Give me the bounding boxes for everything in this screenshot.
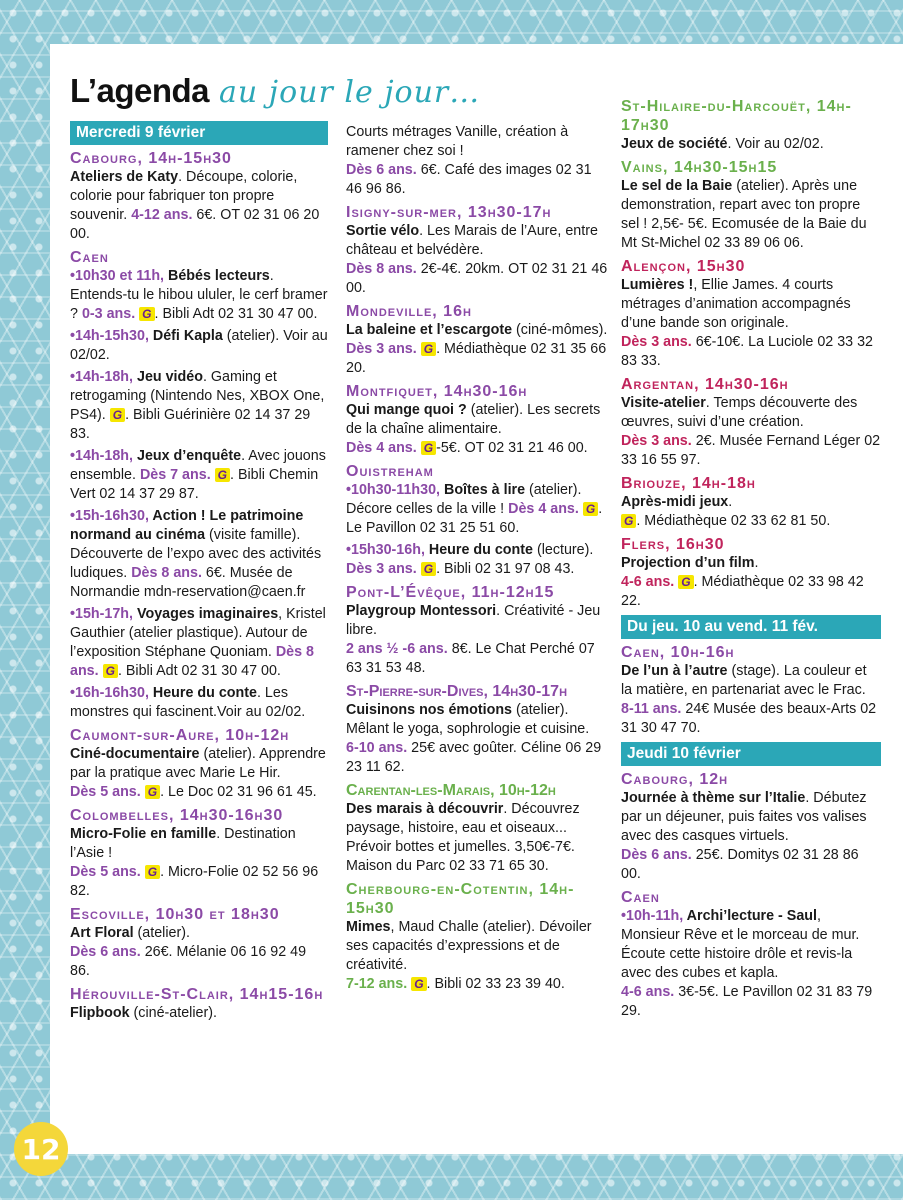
city-heading: Isigny-sur-mer, 13h30-17h xyxy=(346,204,552,221)
age-label: 0-3 ans. xyxy=(81,306,136,322)
city-heading: Flers, 16h30 xyxy=(621,536,725,553)
age-label: Dès 6 ans. xyxy=(70,944,141,960)
city-heading: Carentan-les-Marais, 10h-12h xyxy=(346,782,556,799)
event-name: Cuisinons nos émotions xyxy=(346,702,513,718)
event-time: •16h-16h30, xyxy=(70,685,149,701)
event-text: . Temps découverte des œuvres, suivi d’une création. xyxy=(621,395,858,430)
column-2 xyxy=(346,123,608,998)
event-text: (atelier). Décore celles de la ville ! xyxy=(346,482,582,517)
event-info: -5€. OT 02 31 21 46 00. xyxy=(436,440,588,456)
list-item xyxy=(621,888,881,1021)
age-label: 7-12 ans. xyxy=(346,976,408,992)
free-badge: G xyxy=(215,468,230,482)
event-text: . Les monstres qui fascinent.Voir au 02/02. xyxy=(70,685,306,720)
city-heading: Ouistreham xyxy=(346,463,434,480)
event-name: Action ! Le patrimoine normand au cinéma xyxy=(70,508,304,543)
event-info: 6€. OT 02 31 06 20 00. xyxy=(70,207,320,242)
event-info: 3€-5€. Le Pavillon 02 31 83 79 29. xyxy=(621,984,873,1019)
event-text: (visite famille). Découverte de l’expo avec des activités ludiques. xyxy=(70,527,322,581)
event-text: , Ellie James. 4 courts métrages d’animation accompagnés d’une bande son originale. xyxy=(621,277,851,331)
event-name: Bébés lecteurs xyxy=(164,268,270,284)
event-text: , Monsieur Rêve et le morceau de mur. Écoute cette histoire drôle et revis-la avec des cubes et kapla. xyxy=(621,908,860,981)
event-name: Flipbook xyxy=(70,1005,130,1021)
event-text: (lecture). xyxy=(532,542,594,558)
title-main: L’agenda xyxy=(70,72,210,109)
age-label: Dès 3 ans. xyxy=(621,433,692,449)
event-text: . Les Marais de l’Aure, entre château et belvédère. xyxy=(346,223,598,258)
event-name: Le sel de la Baie xyxy=(621,178,733,194)
event-text: Découpe, colorie, colorie pour fabriquer ton propre souvenir. xyxy=(70,169,298,223)
event-name: Jeux de société xyxy=(621,136,728,152)
event-text: . xyxy=(728,494,733,510)
event-line xyxy=(346,541,608,579)
event-text: . Entends-tu le hibou ululer, le cerf bramer ? xyxy=(70,268,328,322)
age-label: 4-6 ans. xyxy=(621,984,675,1000)
page-title xyxy=(70,72,480,110)
event-info: . Médiathèque 02 33 62 81 50. xyxy=(636,513,831,529)
list-item xyxy=(621,474,881,531)
age-label: 4-12 ans. xyxy=(131,207,193,223)
list-item xyxy=(70,248,328,722)
event-name: Des marais à découvrir xyxy=(346,801,504,817)
event-info: 2€. Musée Fernand Léger 02 33 16 55 97. xyxy=(621,433,881,468)
event-name: Ateliers de Katy xyxy=(70,169,179,185)
city-heading: Montfiquet, 14h30-16h xyxy=(346,383,528,400)
event-time: •10h30-11h30, xyxy=(346,482,441,498)
event-text: (ciné-mômes). xyxy=(512,322,608,338)
age-label: Dès 4 ans. xyxy=(346,440,417,456)
age-label: 8-11 ans. xyxy=(621,701,682,717)
event-name: Art Floral xyxy=(70,925,134,941)
date-band: Du jeu. 10 au vend. 11 fév. xyxy=(621,615,881,639)
free-badge: G xyxy=(139,307,154,321)
event-text: Courts métrages Vanille, création à ramener chez soi ! xyxy=(346,124,569,159)
age-label: Dès 5 ans. xyxy=(70,784,141,800)
event-name: De l’un à l’autre xyxy=(621,663,728,679)
event-text: (atelier). Les secrets de la chaîne alimentaire. xyxy=(346,402,601,437)
event-info: 25€. Domitys 02 31 28 86 00. xyxy=(621,847,859,882)
event-name: Projection d’un film xyxy=(621,555,755,571)
list-item xyxy=(346,462,608,579)
event-name: Voyages imaginaires xyxy=(133,606,279,622)
free-badge: G xyxy=(421,441,436,455)
event-time: •10h-11h, xyxy=(621,908,684,924)
event-name: Heure du conte xyxy=(148,685,257,701)
event-info: . Médiathèque 02 31 35 66 20. xyxy=(346,341,607,376)
city-heading: Caen xyxy=(621,889,660,906)
event-name: Boîtes à lire xyxy=(440,482,526,498)
list-item xyxy=(70,806,328,901)
page-number: 12 xyxy=(14,1122,68,1176)
list-item xyxy=(621,158,881,253)
event-text: (atelier). Après une demonstration, repart avec ton propre sel ! 2,5€- 5€. Ecomusée de la Baie du Mt St-Michel 02 33 89 06 06. xyxy=(621,178,867,251)
event-text: , Maud Challe (atelier). Dévoiler ses capacités d’expressions et de créativité. xyxy=(346,919,592,973)
event-name: Journée à thème sur l’Italie xyxy=(621,790,806,806)
event-info: 25€ avec goûter. Céline 06 29 23 11 62. xyxy=(346,740,602,775)
event-name: Sortie vélo xyxy=(346,223,420,239)
city-heading: Cabourg, 12h xyxy=(621,771,729,788)
event-info: 6€-10€. La Luciole 02 33 32 83 33. xyxy=(621,334,873,369)
free-badge: G xyxy=(110,408,125,422)
event-info: . Médiathèque 02 33 98 42 22. xyxy=(621,574,864,609)
title-script: au jour le jour… xyxy=(219,75,481,110)
event-text: (ciné-atelier). xyxy=(129,1005,217,1021)
event-info: . Bibli 02 33 23 39 40. xyxy=(426,976,565,992)
page xyxy=(50,44,903,1154)
event-name: Qui mange quoi ? xyxy=(346,402,467,418)
event-name: Après-midi jeux xyxy=(621,494,729,510)
age-label: Dès 3 ans. xyxy=(346,561,417,577)
city-heading: Mondeville, 16h xyxy=(346,303,472,320)
free-badge: G xyxy=(145,865,160,879)
event-text: . Débutez par un déjeuner, puis faites vos valises avec des casques virtuels. xyxy=(621,790,867,844)
event-name: La baleine et l’escargote xyxy=(346,322,513,338)
event-text: . Découvrez paysage, histoire, eau et oiseaux... Prévoir bottes et jumelles. 3,50€-7€. Maison du Parc 02 33 71 65 30. xyxy=(346,801,580,874)
event-info: . Le Doc 02 31 96 61 45. xyxy=(160,784,317,800)
event-time: •14h-18h, xyxy=(70,369,134,385)
age-label: Dès 5 ans. xyxy=(70,864,141,880)
event-text: (atelier). Mêlant le yoga, sophrologie et cuisine. xyxy=(346,702,590,737)
free-badge: G xyxy=(411,977,426,991)
free-badge: G xyxy=(103,664,118,678)
event-text: . xyxy=(178,169,183,185)
event-line xyxy=(70,507,328,602)
event-info: 24€ Musée des beaux-Arts 02 31 30 47 70. xyxy=(621,701,877,736)
event-time: •10h30 et 11h, xyxy=(70,268,165,284)
event-info: . Bibli Guérinière 02 14 37 29 83. xyxy=(70,407,311,442)
event-text: (atelier). Voir au 02/02. xyxy=(70,328,328,363)
event-line xyxy=(70,327,328,365)
event-text: . xyxy=(754,555,759,571)
event-line xyxy=(70,368,328,444)
event-name: Micro-Folie en famille xyxy=(70,826,217,842)
city-heading: Caen xyxy=(70,249,109,266)
age-label: Dès 6 ans. xyxy=(621,847,692,863)
event-info: . Bibli Adt 02 31 30 47 00. xyxy=(117,663,281,679)
city-heading: Caen, 10h-16h xyxy=(621,644,735,661)
city-heading: Escoville, 10h30 et 18h30 xyxy=(70,906,280,923)
city-heading: Briouze, 14h-18h xyxy=(621,475,756,492)
free-badge: G xyxy=(421,562,436,576)
age-label: Dès 8 ans. xyxy=(70,644,315,679)
event-name: Jeu vidéo xyxy=(133,369,203,385)
age-label: Dès 8 ans. xyxy=(131,565,202,581)
event-text: . Avec jouons ensemble. xyxy=(70,448,326,483)
event-time: •14h-15h30, xyxy=(70,328,149,344)
event-info: 26€. Mélanie 06 16 92 49 86. xyxy=(70,944,307,979)
age-label: Dès 4 ans. xyxy=(508,501,579,517)
column-3 xyxy=(621,97,881,1025)
event-name: Archi’lecture - Saul xyxy=(683,908,817,924)
event-name: Lumières ! xyxy=(621,277,694,293)
age-label: Dès 3 ans. xyxy=(621,334,692,350)
event-time: •14h-18h, xyxy=(70,448,134,464)
free-badge: G xyxy=(621,514,636,528)
city-heading: St-Pierre-sur-Dives, 14h30-17h xyxy=(346,683,568,700)
city-heading: Caumont-sur-Aure, 10h-12h xyxy=(70,727,290,744)
city-heading: Cabourg, 14h-15h30 xyxy=(70,150,232,167)
event-info: 2€-4€. 20km. OT 02 31 21 46 00. xyxy=(346,261,608,296)
list-item xyxy=(346,781,608,876)
list-item xyxy=(346,123,608,199)
age-label: Dès 7 ans. xyxy=(139,467,211,483)
age-label: Dès 8 ans. xyxy=(346,261,417,277)
free-badge: G xyxy=(421,342,436,356)
list-item xyxy=(70,905,328,981)
free-badge: G xyxy=(678,575,693,589)
event-name: Heure du conte xyxy=(424,542,533,558)
event-info: . Micro-Folie 02 52 56 96 82. xyxy=(70,864,319,899)
list-item xyxy=(346,382,608,458)
age-label: 4-6 ans. xyxy=(621,574,675,590)
event-line xyxy=(70,447,328,504)
list-item xyxy=(70,149,328,244)
event-info: . Le Pavillon 02 31 25 51 60. xyxy=(346,501,603,536)
event-info: . Bibli Chemin Vert 02 14 37 29 87. xyxy=(70,467,319,502)
age-label: 6-10 ans. xyxy=(346,740,408,756)
list-item xyxy=(621,770,881,884)
event-name: Jeux d’enquête xyxy=(133,448,242,464)
event-info: . Bibli Adt 02 31 30 47 00. xyxy=(154,306,318,322)
event-line xyxy=(70,684,328,722)
event-time: •15h-16h30, xyxy=(70,508,149,524)
event-text: (atelier). Apprendre par la pratique avec Marie Le Hir. xyxy=(70,746,326,781)
city-heading: Cherbourg-en-Cotentin, 14h-15h30 xyxy=(346,881,575,917)
list-item xyxy=(621,375,881,470)
list-item xyxy=(621,97,881,154)
event-line xyxy=(346,481,608,538)
event-time: •15h-17h, xyxy=(70,606,134,622)
event-text: . Destination l’Asie ! xyxy=(70,826,296,861)
city-heading: Argentan, 14h30-16h xyxy=(621,376,789,393)
age-label: Dès 3 ans. xyxy=(346,341,417,357)
column-1 xyxy=(70,121,328,1027)
event-name: Mimes xyxy=(346,919,391,935)
city-heading: Hérouville-St-Clair, 14h15-16h xyxy=(70,986,324,1003)
event-info: 6€. Café des images 02 31 46 96 86. xyxy=(346,162,592,197)
event-text: . Créativité - Jeu libre. xyxy=(346,603,601,638)
list-item xyxy=(346,880,608,994)
age-label: 2 ans ½ -6 ans. xyxy=(346,641,448,657)
event-name: Défi Kapla xyxy=(148,328,223,344)
city-heading: Colombelles, 14h30-16h30 xyxy=(70,807,284,824)
event-name: Playgroup Montessori xyxy=(346,603,497,619)
event-info: 8€. Le Chat Perché 07 63 31 53 48. xyxy=(346,641,595,676)
event-text: . Voir au 02/02. xyxy=(727,136,824,152)
list-item xyxy=(346,203,608,298)
city-heading: Alençon, 15h30 xyxy=(621,258,746,275)
free-badge: G xyxy=(583,502,598,516)
event-text: , Kristel Gauthier (atelier plastique). Autour de l’exposition Stéphane Quoniam. xyxy=(70,606,326,660)
event-text: (stage). La couleur et la matière, en partenariat avec le Frac. xyxy=(621,663,867,698)
event-name: Visite-atelier xyxy=(621,395,706,411)
event-line xyxy=(70,267,328,324)
list-item xyxy=(621,535,881,611)
list-item xyxy=(621,643,881,738)
list-item xyxy=(346,302,608,378)
city-heading: St-Hilaire-du-Harcouët, 14h-17h30 xyxy=(621,98,852,134)
event-name: Ciné-documentaire xyxy=(70,746,200,762)
event-text: . Gaming et retrogaming (Nintendo Nes, XBOX One, PS4). xyxy=(70,369,325,423)
list-item xyxy=(346,583,608,678)
date-band: Mercredi 9 février xyxy=(70,121,328,145)
event-info: . Bibli 02 31 97 08 43. xyxy=(436,561,575,577)
age-label: Dès 6 ans. xyxy=(346,162,417,178)
date-band: Jeudi 10 février xyxy=(621,742,881,766)
event-info: 6€. Musée de Normandie mdn-reservation@caen.fr xyxy=(70,565,306,600)
event-line xyxy=(70,605,328,681)
list-item xyxy=(70,726,328,802)
city-heading: Vains, 14h30-15h15 xyxy=(621,159,778,176)
event-text: (atelier). xyxy=(133,925,190,941)
event-time: •15h30-16h, xyxy=(346,542,425,558)
list-item xyxy=(70,985,328,1023)
list-item xyxy=(346,682,608,777)
city-heading: Pont-L’Évêque, 11h-12h15 xyxy=(346,584,555,601)
free-badge: G xyxy=(145,785,160,799)
list-item xyxy=(621,257,881,371)
